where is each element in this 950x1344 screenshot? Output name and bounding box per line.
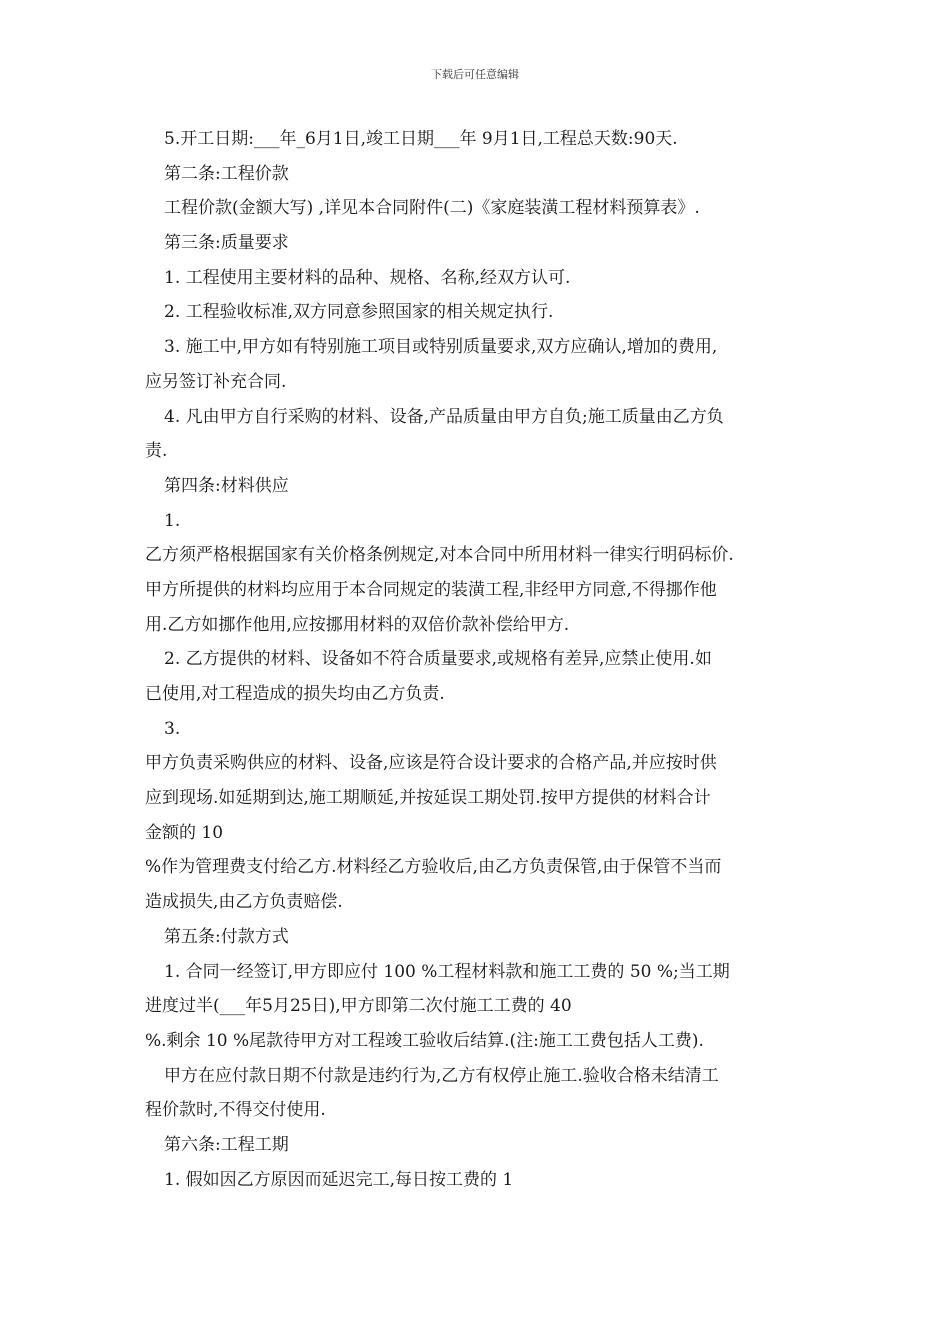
text-line: 程价款时,不得交付使用. [145, 1100, 326, 1121]
page-header: 下载后可任意编辑 [431, 68, 519, 81]
text-line: 应到现场.如延期到达,施工期顺延,并按延误工期处罚.按甲方提供的材料合计 [145, 788, 711, 809]
text-line: 工程价款(金额大写) ,详见本合同附件(二)《家庭装潢工程材料预算表》. [164, 198, 700, 219]
text-line: 甲方负责采购供应的材料、设备,应该是符合设计要求的合格产品,并应按时供 [145, 753, 717, 774]
text-line: 1. 工程使用主要材料的品种、规格、名称,经双方认可. [164, 267, 571, 288]
text-line: 3. 施工中,甲方如有特别施工项目或特别质量要求,双方应确认,增加的费用, [164, 337, 718, 358]
text-line: 应另签订补充合同. [145, 371, 287, 392]
document-body [145, 122, 811, 1197]
text-line: %.剩余 10 %尾款待甲方对工程竣工验收后结算.(注:施工工费包括人工费). [145, 1030, 704, 1051]
text-line: 4. 凡由甲方自行采购的材料、设备,产品质量由甲方自负;施工质量由乙方负 [164, 406, 724, 427]
text-line: 金额的 10 [145, 822, 224, 843]
text-line: 已使用,对工程造成的损失均由乙方负责. [145, 684, 445, 704]
text-line: 甲方所提供的材料均应用于本合同规定的装潢工程,非经甲方同意,不得挪作他 [145, 579, 717, 600]
text-line: 责. [145, 441, 168, 462]
text-line: 第六条:工程工期 [164, 1134, 289, 1155]
text-line: 第二条:工程价款 [164, 163, 289, 184]
text-line: 1. 合同一经签订,甲方即应付 100 %工程材料款和施工工费的 50 %;当工期 [164, 961, 730, 982]
text-line: 第三条:质量要求 [164, 233, 289, 254]
text-line: 进度过半(___年5月25日),甲方即第二次付施工工费的 40 [145, 996, 572, 1017]
text-line: 1. 假如因乙方原因而延迟完工,每日按工费的 1 [164, 1169, 514, 1190]
text-line: 1. [164, 510, 181, 531]
text-line: 用.乙方如挪作他用,应按挪用材料的双倍价款补偿给甲方. [145, 614, 570, 635]
text-line: 造成损失,由乙方负责赔偿. [145, 892, 343, 913]
text-line: 乙方须严格根据国家有关价格条例规定,对本合同中所用材料一律实行明码标价. [145, 545, 734, 566]
text-line: 第四条:材料供应 [164, 475, 289, 496]
text-line: 2. 乙方提供的材料、设备如不符合质量要求,或规格有差异,应禁止使用.如 [164, 649, 712, 670]
text-line: 甲方在应付款日期不付款是违约行为,乙方有权停止施工.验收合格未结清工 [164, 1065, 719, 1086]
text-line: 3. [164, 718, 181, 739]
text-line: 第五条:付款方式 [164, 926, 289, 947]
text-line: 2. 工程验收标准,双方同意参照国家的相关规定执行. [164, 302, 554, 323]
text-line: %作为管理费支付给乙方.材料经乙方验收后,由乙方负责保管,由于保管不当而 [145, 857, 722, 878]
text-line: 5.开工日期:___年_6月1日,竣工日期___年 9月1日,工程总天数:90天. [164, 129, 678, 149]
